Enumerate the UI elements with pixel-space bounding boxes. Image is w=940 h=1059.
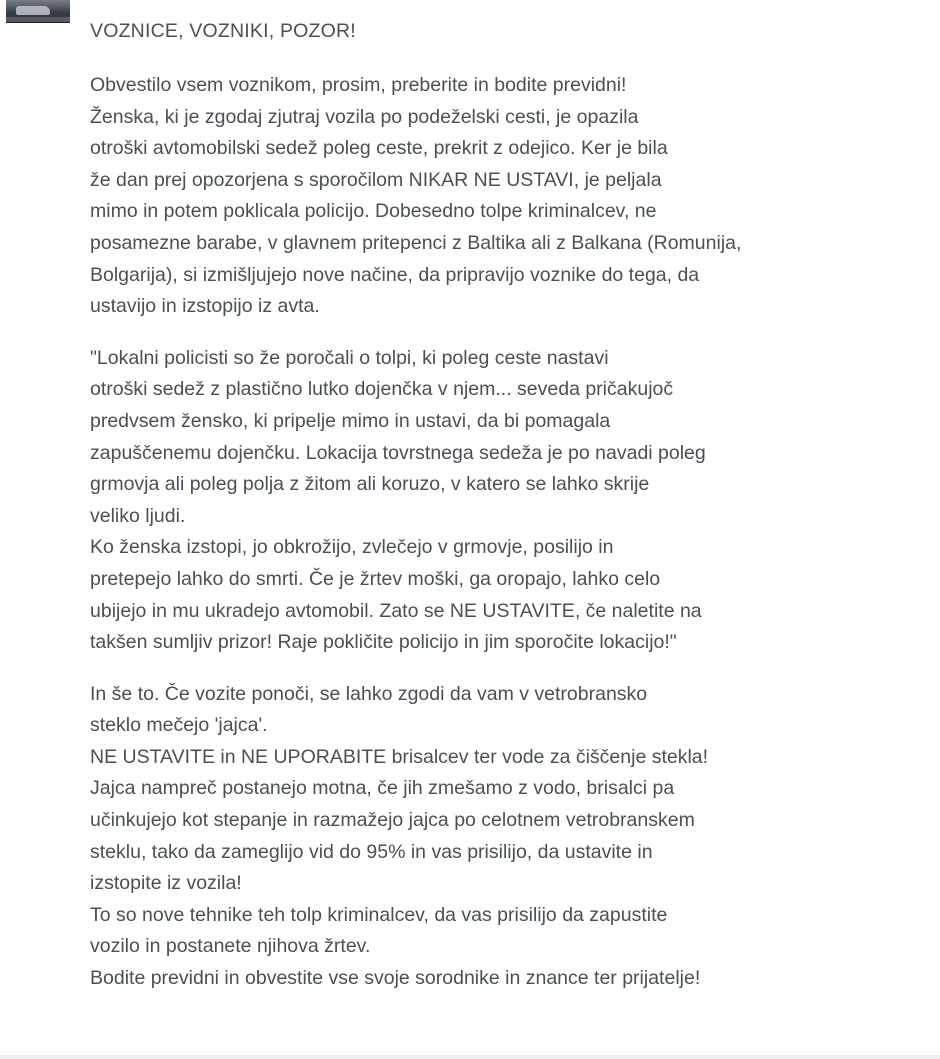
post-paragraph	[90, 70, 920, 323]
post-text-line: Bolgarija), si izmišljujejo nove načine, da pripravijo voznike do tega, da	[90, 263, 700, 286]
post-text-line: predvsem žensko, ki pripelje mimo in ustavi, da bi pomagala	[90, 409, 611, 432]
post-text-line: Ko ženska izstopi, jo obkrožijo, zvlečejo v grmovje, posilijo in	[90, 536, 614, 559]
post-text-line: ustavijo in izstopijo iz avta.	[90, 295, 320, 318]
post-text-line: Jajca nampreč postanejo motna, če jih zmešamo z vodo, brisalci pa	[90, 777, 675, 800]
post-text-line: Obvestilo vsem voznikom, prosim, preberite in bodite previdni!	[90, 74, 627, 96]
post-text-line: učinkujejo kot stepanje in razmažejo jajca po celotnem vetrobranskem	[90, 809, 695, 832]
post-title: VOZNICE, VOZNIKI, POZOR!	[90, 20, 356, 42]
post-text-line: ubijejo in mu ukradejo avtomobil. Zato se NE USTAVITE, če naletite na	[90, 599, 702, 622]
post-text-line: izstopite iz vozila!	[90, 872, 242, 895]
post-paragraph	[90, 679, 920, 995]
post-text-line: steklo mečejo 'jajca'.	[90, 714, 268, 737]
post-text-line: pretepejo lahko do smrti. Če je žrtev moški, ga oropajo, lahko celo	[90, 567, 661, 590]
post-text-line: steklu, tako da zameglijo vid do 95% in vas prisilijo, da ustavite in	[90, 840, 653, 863]
post-paragraph	[90, 343, 920, 659]
post-paragraphs	[90, 70, 920, 995]
post-text-line: Ženska, ki je zgodaj zjutraj vozila po podeželski cesti, je opazila	[90, 105, 639, 128]
road-image-thumbnail	[6, 17, 70, 22]
post-text-line: Bodite previdni in obvestite vse svoje sorodnike in znance ter prijatelje!	[90, 967, 701, 990]
post-text-line: mimo in potem poklicala policijo. Dobesedno tolpe kriminalcev, ne	[90, 200, 657, 223]
post-text-line: takšen sumljiv prizor! Raje pokličite policijo in jim sporočite lokacijo!"	[90, 631, 677, 654]
post-text-line: otroški sedež z plastično lutko dojenčka v njem... seveda pričakujoč	[90, 378, 674, 401]
post-text-line: zapuščenemu dojenčku. Lokacija tovrstnega sedeža je po navadi poleg	[90, 441, 706, 464]
divider	[0, 1055, 940, 1059]
post-text-line: NE USTAVITE in NE UPORABITE brisalcev ter vode za čiščenje stekla!	[90, 745, 709, 768]
post-body	[90, 16, 920, 1015]
post-text-line: grmovja ali poleg polja z žitom ali koruzo, v katero se lahko skrije	[90, 473, 650, 496]
post-text-line: To so nove tehnike teh tolp kriminalcev, da vas prisilijo da zapustite	[90, 903, 668, 926]
post-text-line: "Lokalni policisti so že poročali o tolpi, ki poleg ceste nastavi	[90, 346, 609, 369]
post-text-line: vozilo in postanete njihova žrtev.	[90, 935, 371, 958]
post-text-line: posamezne barabe, v glavnem pritepenci z Baltika ali z Balkana (Romunija,	[90, 231, 742, 254]
post-text-line: veliko ljudi.	[90, 504, 186, 527]
post-text-line: otroški avtomobilski sedež poleg ceste, prekrit z odejico. Ker je bila	[90, 137, 668, 160]
post-text-line: že dan prej opozorjena s sporočilom NIKAR NE USTAVI, je peljala	[90, 168, 662, 191]
car-image-thumbnail	[16, 6, 50, 15]
post-text-line: In še to. Če vozite ponoči, se lahko zgodi da vam v vetrobransko	[90, 682, 648, 705]
avatar[interactable]	[6, 0, 70, 23]
